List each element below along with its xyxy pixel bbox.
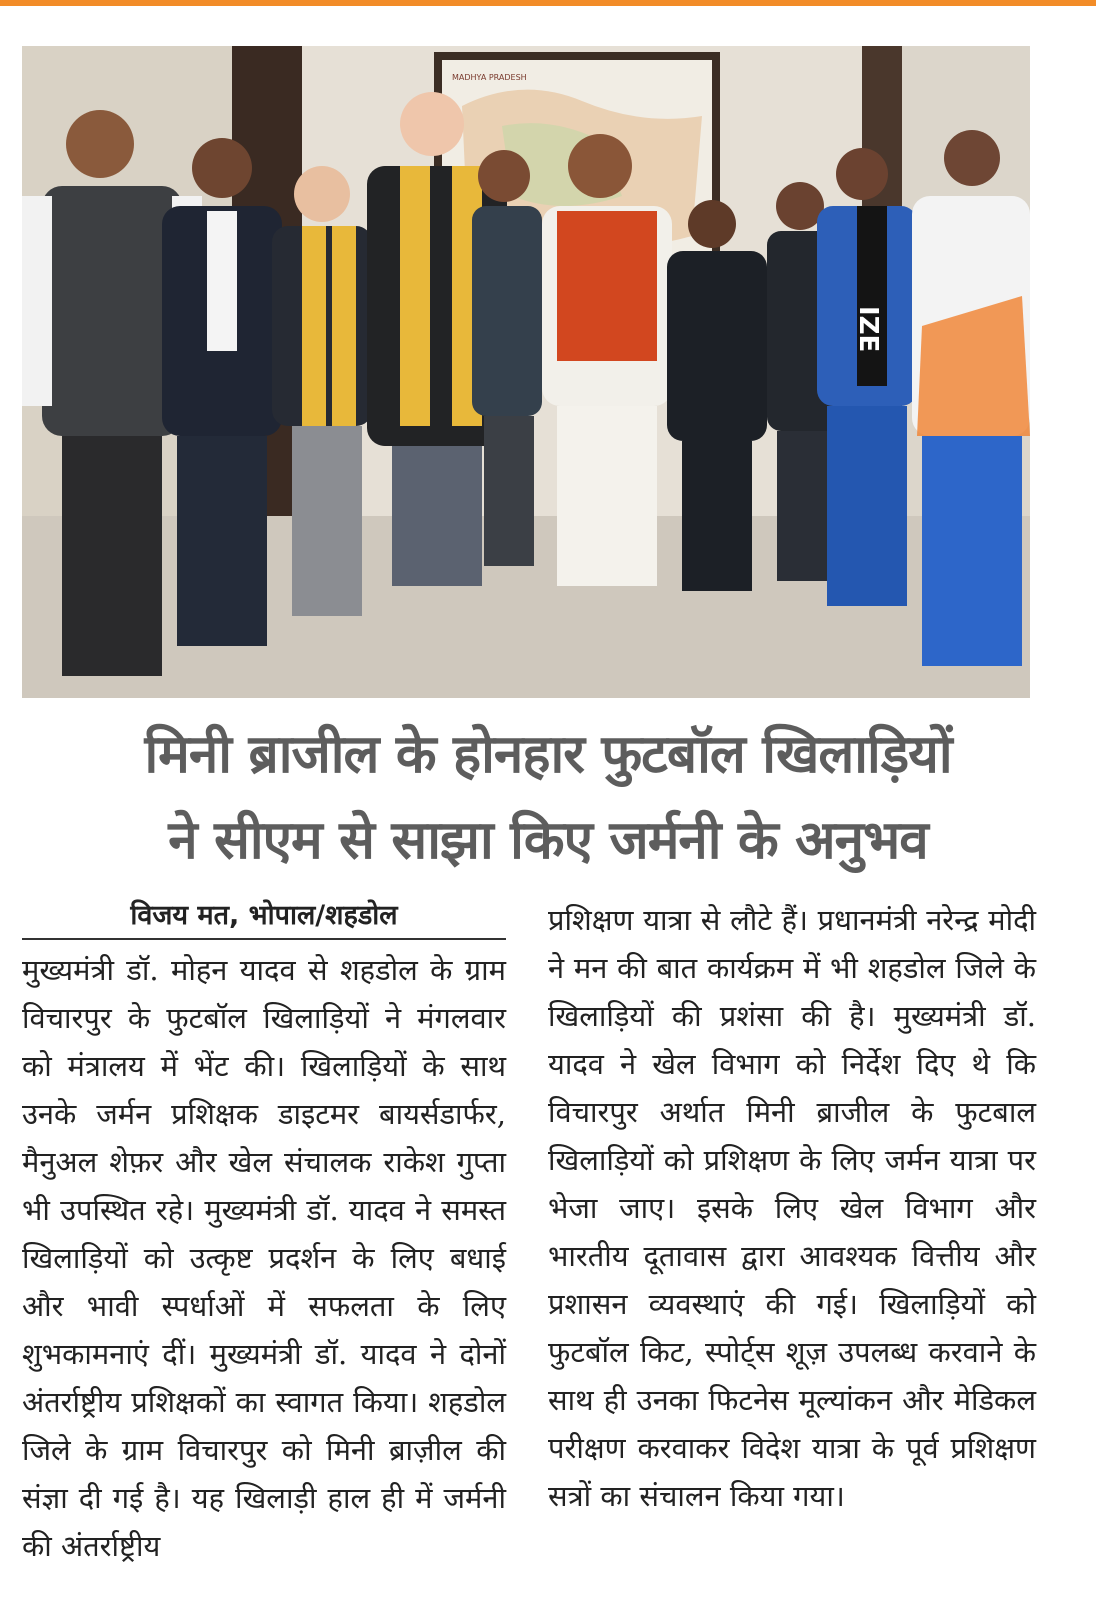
jersey-text: IZE — [853, 306, 883, 353]
headline — [10, 712, 1086, 884]
headline-line-1: मिनी ब्राजील के होनहार फुटबॉल खिलाड़ियों — [144, 724, 952, 785]
person-9 — [817, 148, 917, 606]
top-accent-bar — [0, 0, 1096, 6]
byline: विजय मत, भोपाल/शहडोल — [22, 896, 506, 940]
map-label: MADHYA PRADESH — [452, 73, 527, 82]
person-10 — [912, 130, 1030, 666]
article-body-left-column: मुख्यमंत्री डॉ. मोहन यादव से शहडोल के ग्राम विचारपुर के फुटबॉल खिलाड़ियों ने मंगलवार को मंत्रालय में भेंट की। खिलाड़ियों के साथ उनके जर्मन प्रशिक्षक डाइटमर बायर्सडार्फर, मैनुअल शेफ़र और खेल संचालक राकेश गुप्ता भी उपस्थित रहे। मुख्यमंत्री डॉ. यादव ने समस्त खिलाड़ियों को उत्कृष्ट प्रदर्शन के लिए बधाई और भावी स्पर्धाओं में सफलता के लिए शुभकामनाएं दीं। मुख्यमंत्री डॉ. यादव ने दोनों अंतर्राष्ट्रीय प्रशिक्षकों का स्वागत किया। शहडोल जिले के ग्राम विचारपुर को मिनी ब्राज़ील की संज्ञा दी गई है। यह खिलाड़ी हाल ही में जर्मनी की अंतर्राष्ट्रीय — [22, 953, 506, 1563]
person-2 — [162, 138, 282, 646]
group-photo-illustration — [22, 46, 1030, 698]
group-photo — [22, 46, 1030, 698]
person-7 — [667, 200, 767, 591]
headline-line-2: ने सीएम से साझा किए जर्मनी के अनुभव — [168, 810, 928, 871]
article-body-right-column: प्रशिक्षण यात्रा से लौटे हैं। प्रधानमंत्री नरेन्द्र मोदी ने मन की बात कार्यक्रम में भी शहडोल जिले के खिलाड़ियों की प्रशंसा की है। मुख्यमंत्री डॉ. यादव ने खेल विभाग को निर्देश दिए थे कि विचारपुर अर्थात मिनी ब्राजील के फुटबाल खिलाड़ियों को प्रशिक्षण के लिए जर्मन यात्रा पर भेजा जाए। इसके लिए खेल विभाग और भारतीय दूतावास द्वारा आवश्यक वित्तीय और प्रशासन व्यवस्थाएं की गई। खिलाड़ियों को फुटबॉल किट, स्पोर्ट्स शूज़ उपलब्ध करवाने के साथ ही उनका फिटनेस मूल्यांकन और मेडिकल परीक्षण करवाकर विदेश यात्रा के पूर्व प्रशिक्षण सत्रों का संचालन किया गया। — [548, 903, 1036, 1513]
